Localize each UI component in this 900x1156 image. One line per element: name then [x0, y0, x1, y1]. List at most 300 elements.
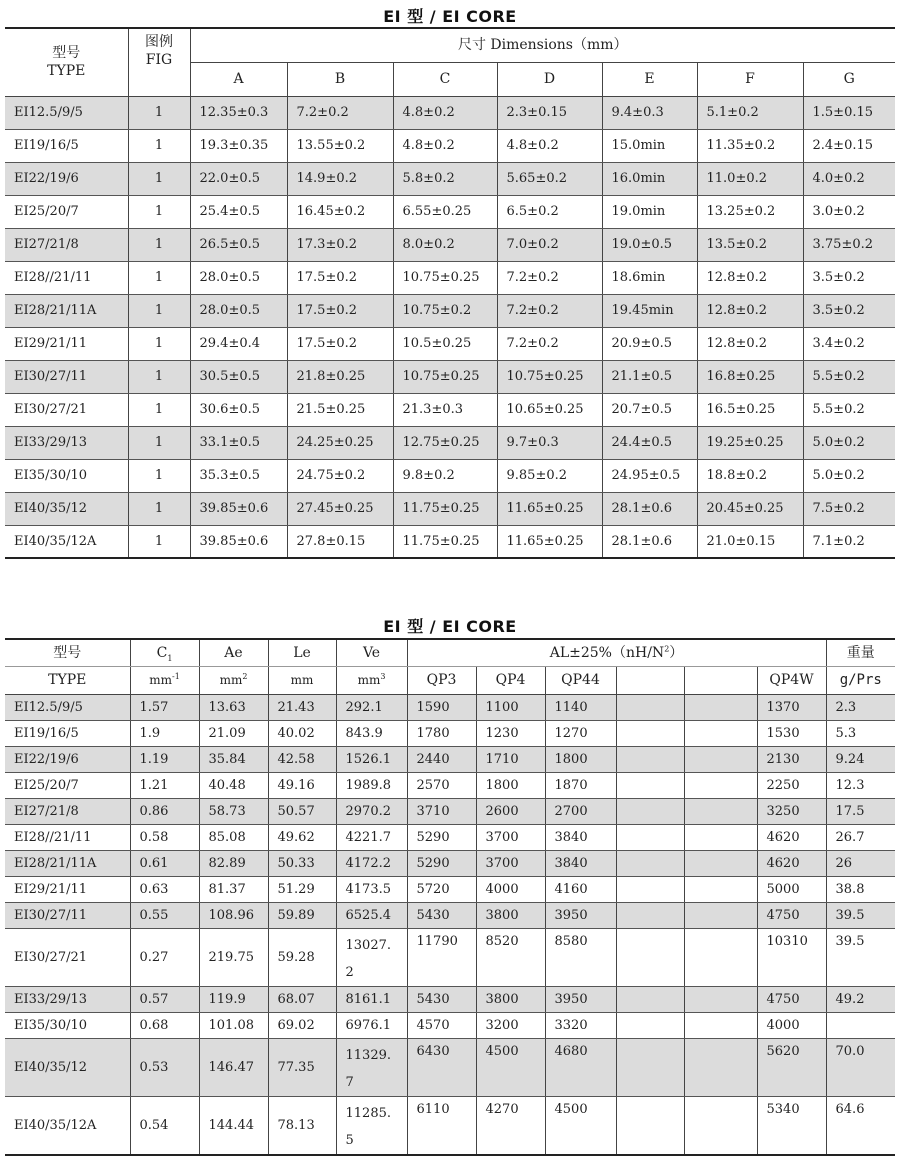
dim-col-header: B	[287, 62, 393, 96]
dim-cell: 28.0±0.5	[190, 261, 287, 294]
dim-cell: 12.35±0.3	[190, 96, 287, 129]
value-cell: 0.27	[130, 928, 199, 986]
dim-cell: 10.75±0.25	[393, 261, 497, 294]
type-cell: EI30/27/21	[5, 393, 128, 426]
le-header: Le	[268, 639, 336, 666]
value-cell: 8161.1	[336, 986, 407, 1012]
value-cell: 3950	[545, 902, 616, 928]
dim-cell: 6.5±0.2	[497, 195, 602, 228]
value-cell: 1526.1	[336, 746, 407, 772]
value-cell: 108.96	[199, 902, 268, 928]
value-cell: 9.24	[826, 746, 895, 772]
dim-cell: 4.8±0.2	[393, 129, 497, 162]
qp3-header: QP3	[407, 666, 476, 694]
dim-cell: 2.3±0.15	[497, 96, 602, 129]
value-cell: 4570	[407, 1012, 476, 1038]
value-cell: 2250	[757, 772, 826, 798]
value-cell: 26	[826, 850, 895, 876]
dim-cell: 5.0±0.2	[803, 426, 895, 459]
c1-unit: $mm^{-1}$	[130, 666, 199, 694]
dim-cell: 28.1±0.6	[602, 525, 697, 558]
dim-cell: 10.75±0.25	[497, 360, 602, 393]
qp44-header: QP44	[545, 666, 616, 694]
dim-cell: 26.5±0.5	[190, 228, 287, 261]
value-cell: 4750	[757, 986, 826, 1012]
type-header-cn: 型号	[52, 45, 81, 62]
value-cell: 1800	[545, 746, 616, 772]
value-cell: 1.9	[130, 720, 199, 746]
value-cell: 4500	[545, 1096, 616, 1155]
value-cell	[684, 824, 757, 850]
value-cell: 4173.5	[336, 876, 407, 902]
value-cell: 3200	[476, 1012, 545, 1038]
type-header-en: TYPE	[47, 63, 86, 80]
dim-cell: 15.0min	[602, 129, 697, 162]
value-cell: 2600	[476, 798, 545, 824]
dim-cell: 20.45±0.25	[697, 492, 803, 525]
value-cell: 4620	[757, 824, 826, 850]
value-cell: 1140	[545, 694, 616, 720]
value-cell: 1230	[476, 720, 545, 746]
dim-cell: 5.8±0.2	[393, 162, 497, 195]
dim-cell: 27.8±0.15	[287, 525, 393, 558]
value-cell: 2130	[757, 746, 826, 772]
le-unit: mm	[268, 666, 336, 694]
value-cell: 1.57	[130, 694, 199, 720]
value-cell: 0.86	[130, 798, 199, 824]
dimensions-table	[5, 27, 895, 559]
value-cell: 4620	[757, 850, 826, 876]
value-cell	[684, 772, 757, 798]
dim-cell: 24.75±0.2	[287, 459, 393, 492]
table-row	[5, 902, 895, 928]
value-cell: 5720	[407, 876, 476, 902]
al-header: $AL\pm 25\%(nH/N^2)$	[407, 639, 826, 666]
value-cell: 1370	[757, 694, 826, 720]
value-cell: 3800	[476, 902, 545, 928]
value-cell: 49.2	[826, 986, 895, 1012]
value-cell: 21.43	[268, 694, 336, 720]
value-cell: 4680	[545, 1038, 616, 1096]
type-header	[5, 28, 128, 96]
value-cell: 6430	[407, 1038, 476, 1096]
value-cell: 3840	[545, 850, 616, 876]
value-cell: 146.47	[199, 1038, 268, 1096]
value-cell	[616, 928, 684, 986]
type-cell: EI28/21/11A	[5, 294, 128, 327]
dim-cell: 35.3±0.5	[190, 459, 287, 492]
table-row	[5, 798, 895, 824]
dim-cell: 11.65±0.25	[497, 525, 602, 558]
value-cell: 59.89	[268, 902, 336, 928]
table-row	[5, 426, 895, 459]
value-cell: 5340	[757, 1096, 826, 1155]
dim-cell: 4.8±0.2	[497, 129, 602, 162]
table-row	[5, 294, 895, 327]
dim-cell: 11.65±0.25	[497, 492, 602, 525]
dimensions-header: 尺寸 Dimensions（mm）	[190, 28, 895, 62]
dim-cell: 11.75±0.25	[393, 492, 497, 525]
type-cell: EI12.5/9/5	[5, 96, 128, 129]
value-cell: 6976.1	[336, 1012, 407, 1038]
value-cell: 50.33	[268, 850, 336, 876]
dim-cell: 5.65±0.2	[497, 162, 602, 195]
value-cell: 1780	[407, 720, 476, 746]
dim-col-header: C	[393, 62, 497, 96]
table-row	[5, 228, 895, 261]
dim-cell: 3.4±0.2	[803, 327, 895, 360]
value-cell: 219.75	[199, 928, 268, 986]
dim-cell: 19.0±0.5	[602, 228, 697, 261]
type-cell: EI33/29/13	[5, 426, 128, 459]
dim-cell: 39.85±0.6	[190, 525, 287, 558]
value-cell: 0.53	[130, 1038, 199, 1096]
dim-cell: 30.6±0.5	[190, 393, 287, 426]
type-cell: EI35/30/10	[5, 1012, 130, 1038]
dim-cell: 10.5±0.25	[393, 327, 497, 360]
dim-cell: 28.0±0.5	[190, 294, 287, 327]
dim-cell: 20.9±0.5	[602, 327, 697, 360]
value-cell: 4160	[545, 876, 616, 902]
value-cell	[616, 1012, 684, 1038]
value-cell: 4500	[476, 1038, 545, 1096]
value-cell: 40.02	[268, 720, 336, 746]
c1-header: $C_1$	[130, 639, 199, 666]
value-cell: 39.5	[826, 928, 895, 986]
table-row	[5, 694, 895, 720]
value-cell: 4000	[476, 876, 545, 902]
value-cell	[826, 1012, 895, 1038]
dim-cell: 13.55±0.2	[287, 129, 393, 162]
value-cell: 6110	[407, 1096, 476, 1155]
value-cell: 119.9	[199, 986, 268, 1012]
type-cell: EI29/21/11	[5, 327, 128, 360]
fig-cell: 1	[128, 261, 190, 294]
dim-cell: 3.75±0.2	[803, 228, 895, 261]
type-cell: EI30/27/21	[5, 928, 130, 986]
dim-cell: 16.8±0.25	[697, 360, 803, 393]
ae-header: Ae	[199, 639, 268, 666]
fig-header	[128, 28, 190, 96]
dim-cell: 20.7±0.5	[602, 393, 697, 426]
value-cell: 40.48	[199, 772, 268, 798]
dim-cell: 12.8±0.2	[697, 327, 803, 360]
value-cell: 3250	[757, 798, 826, 824]
value-cell	[684, 1038, 757, 1096]
dim-cell: 17.3±0.2	[287, 228, 393, 261]
dim-cell: 17.5±0.2	[287, 261, 393, 294]
dim-cell: 21.5±0.25	[287, 393, 393, 426]
dim-cell: 14.9±0.2	[287, 162, 393, 195]
value-cell: 0.58	[130, 824, 199, 850]
table-row	[5, 986, 895, 1012]
table-row	[5, 746, 895, 772]
value-cell: 13.63	[199, 694, 268, 720]
dim-col-header: F	[697, 62, 803, 96]
dim-cell: 3.5±0.2	[803, 294, 895, 327]
dim-cell: 10.75±0.2	[393, 294, 497, 327]
fig-cell: 1	[128, 393, 190, 426]
qp4w-header: QP4W	[757, 666, 826, 694]
table-row	[5, 492, 895, 525]
fig-cell: 1	[128, 426, 190, 459]
value-cell: 11790	[407, 928, 476, 986]
table-row	[5, 1038, 895, 1096]
dim-cell: 7.1±0.2	[803, 525, 895, 558]
dim-cell: 7.0±0.2	[497, 228, 602, 261]
value-cell: 77.35	[268, 1038, 336, 1096]
fig-header-en: FIG	[145, 52, 173, 68]
value-cell: 3800	[476, 986, 545, 1012]
value-cell: 5290	[407, 850, 476, 876]
dim-cell: 33.1±0.5	[190, 426, 287, 459]
table-row	[5, 162, 895, 195]
dim-col-header: E	[602, 62, 697, 96]
value-cell: 2570	[407, 772, 476, 798]
dim-cell: 1.5±0.15	[803, 96, 895, 129]
dim-col-header: D	[497, 62, 602, 96]
dim-cell: 5.5±0.2	[803, 360, 895, 393]
table-row	[5, 876, 895, 902]
value-cell: 3840	[545, 824, 616, 850]
type-cell: EI40/35/12	[5, 1038, 130, 1096]
value-cell: 5000	[757, 876, 826, 902]
value-cell: 12.3	[826, 772, 895, 798]
value-cell: 49.16	[268, 772, 336, 798]
value-cell: 13027.2	[336, 928, 407, 986]
value-cell: 2440	[407, 746, 476, 772]
value-cell: 3710	[407, 798, 476, 824]
dim-cell: 17.5±0.2	[287, 294, 393, 327]
dim-cell: 11.0±0.2	[697, 162, 803, 195]
dim-cell: 13.5±0.2	[697, 228, 803, 261]
dim-cell: 9.8±0.2	[393, 459, 497, 492]
value-cell: 4270	[476, 1096, 545, 1155]
dim-cell: 10.75±0.25	[393, 360, 497, 393]
value-cell: 1710	[476, 746, 545, 772]
value-cell: 51.29	[268, 876, 336, 902]
electrical-table	[5, 638, 895, 1156]
table1-title: EI 型 / EI CORE	[383, 7, 517, 26]
value-cell	[616, 772, 684, 798]
value-cell: 82.89	[199, 850, 268, 876]
table-row	[5, 195, 895, 228]
value-cell: 35.84	[199, 746, 268, 772]
value-cell: 0.55	[130, 902, 199, 928]
value-cell	[684, 720, 757, 746]
fig-cell: 1	[128, 360, 190, 393]
value-cell: 3700	[476, 824, 545, 850]
value-cell: 68.07	[268, 986, 336, 1012]
ae-unit: $mm^2$	[199, 666, 268, 694]
fig-cell: 1	[128, 228, 190, 261]
dim-col-header: G	[803, 62, 895, 96]
dim-cell: 7.2±0.2	[497, 294, 602, 327]
table2-title: EI 型 / EI CORE	[383, 617, 517, 636]
value-cell: 50.57	[268, 798, 336, 824]
dim-cell: 13.25±0.2	[697, 195, 803, 228]
value-cell: 1.21	[130, 772, 199, 798]
value-cell	[684, 850, 757, 876]
value-cell: 11329.7	[336, 1038, 407, 1096]
value-cell: 3320	[545, 1012, 616, 1038]
dim-cell: 21.3±0.3	[393, 393, 497, 426]
value-cell	[684, 1012, 757, 1038]
value-cell: 8580	[545, 928, 616, 986]
type-cell: EI30/27/11	[5, 902, 130, 928]
dim-cell: 16.5±0.25	[697, 393, 803, 426]
dim-cell: 19.0min	[602, 195, 697, 228]
value-cell: 144.44	[199, 1096, 268, 1155]
value-cell	[684, 1096, 757, 1155]
value-cell	[616, 850, 684, 876]
value-cell: 1989.8	[336, 772, 407, 798]
dim-cell: 29.4±0.4	[190, 327, 287, 360]
value-cell: 5430	[407, 986, 476, 1012]
value-cell: 78.13	[268, 1096, 336, 1155]
value-cell	[684, 928, 757, 986]
value-cell: 64.6	[826, 1096, 895, 1155]
weight-unit: g/Prs	[826, 666, 895, 694]
table-row	[5, 850, 895, 876]
value-cell: 38.8	[826, 876, 895, 902]
value-cell: 2.3	[826, 694, 895, 720]
value-cell: 49.62	[268, 824, 336, 850]
value-cell: 3950	[545, 986, 616, 1012]
dim-cell: 11.75±0.25	[393, 525, 497, 558]
type-cell: EI27/21/8	[5, 798, 130, 824]
qp4-header: QP4	[476, 666, 545, 694]
dim-cell: 3.5±0.2	[803, 261, 895, 294]
table-row	[5, 261, 895, 294]
value-cell: 39.5	[826, 902, 895, 928]
dim-cell: 5.5±0.2	[803, 393, 895, 426]
value-cell: 1800	[476, 772, 545, 798]
type-cell: EI40/35/12A	[5, 1096, 130, 1155]
type-cell: EI40/35/12	[5, 492, 128, 525]
value-cell	[684, 798, 757, 824]
fig-cell: 1	[128, 294, 190, 327]
dim-cell: 5.1±0.2	[697, 96, 803, 129]
type-cell: EI28//21/11	[5, 824, 130, 850]
value-cell	[616, 694, 684, 720]
dim-cell: 19.3±0.35	[190, 129, 287, 162]
table-row	[5, 459, 895, 492]
fig-header-cn: 图例	[145, 34, 173, 50]
dim-cell: 39.85±0.6	[190, 492, 287, 525]
dim-cell: 9.85±0.2	[497, 459, 602, 492]
type-cell: EI28//21/11	[5, 261, 128, 294]
value-cell: 8520	[476, 928, 545, 986]
dim-cell: 7.5±0.2	[803, 492, 895, 525]
dim-cell: 11.35±0.2	[697, 129, 803, 162]
type-cell: EI22/19/6	[5, 746, 130, 772]
dim-cell: 9.4±0.3	[602, 96, 697, 129]
fig-cell: 1	[128, 195, 190, 228]
value-cell	[616, 824, 684, 850]
dim-cell: 18.8±0.2	[697, 459, 803, 492]
table-row	[5, 327, 895, 360]
value-cell: 2970.2	[336, 798, 407, 824]
table-row	[5, 96, 895, 129]
value-cell: 0.63	[130, 876, 199, 902]
value-cell: 21.09	[199, 720, 268, 746]
dim-cell: 7.2±0.2	[287, 96, 393, 129]
dim-cell: 9.7±0.3	[497, 426, 602, 459]
value-cell: 1870	[545, 772, 616, 798]
dim-cell: 17.5±0.2	[287, 327, 393, 360]
type-cell: EI25/20/7	[5, 772, 130, 798]
value-cell	[616, 720, 684, 746]
value-cell: 0.57	[130, 986, 199, 1012]
dim-cell: 10.65±0.25	[497, 393, 602, 426]
value-cell	[616, 746, 684, 772]
type-cell: EI40/35/12A	[5, 525, 128, 558]
value-cell: 4172.2	[336, 850, 407, 876]
dim-cell: 30.5±0.5	[190, 360, 287, 393]
value-cell: 1270	[545, 720, 616, 746]
table-row	[5, 393, 895, 426]
value-cell: 26.7	[826, 824, 895, 850]
type-cell: EI30/27/11	[5, 360, 128, 393]
value-cell: 11285.5	[336, 1096, 407, 1155]
dim-cell: 4.0±0.2	[803, 162, 895, 195]
value-cell: 0.61	[130, 850, 199, 876]
dim-cell: 6.55±0.25	[393, 195, 497, 228]
value-cell: 59.28	[268, 928, 336, 986]
type-cell: EI27/21/8	[5, 228, 128, 261]
dim-cell: 12.8±0.2	[697, 294, 803, 327]
value-cell: 292.1	[336, 694, 407, 720]
value-cell: 6525.4	[336, 902, 407, 928]
value-cell: 42.58	[268, 746, 336, 772]
value-cell: 81.37	[199, 876, 268, 902]
table-row	[5, 525, 895, 558]
dim-cell: 19.45min	[602, 294, 697, 327]
dim-cell: 21.0±0.15	[697, 525, 803, 558]
value-cell: 2700	[545, 798, 616, 824]
value-cell	[616, 876, 684, 902]
dim-cell: 24.95±0.5	[602, 459, 697, 492]
value-cell: 1590	[407, 694, 476, 720]
value-cell	[616, 1096, 684, 1155]
table-row	[5, 928, 895, 986]
dim-cell: 3.0±0.2	[803, 195, 895, 228]
value-cell: 1100	[476, 694, 545, 720]
table-row	[5, 129, 895, 162]
value-cell: 10310	[757, 928, 826, 986]
value-cell: 101.08	[199, 1012, 268, 1038]
type-cell: EI22/19/6	[5, 162, 128, 195]
value-cell: 1530	[757, 720, 826, 746]
weight-header-cn: 重量	[826, 639, 895, 666]
value-cell: 843.9	[336, 720, 407, 746]
table-row	[5, 360, 895, 393]
dim-cell: 28.1±0.6	[602, 492, 697, 525]
dim-col-header: A	[190, 62, 287, 96]
type-cell: EI28/21/11A	[5, 850, 130, 876]
value-cell	[616, 1038, 684, 1096]
dim-cell: 21.8±0.25	[287, 360, 393, 393]
type-cell: EI19/16/5	[5, 720, 130, 746]
value-cell: 0.54	[130, 1096, 199, 1155]
ve-header: Ve	[336, 639, 407, 666]
empty-header-1	[616, 666, 684, 694]
type-cell: EI25/20/7	[5, 195, 128, 228]
value-cell	[684, 694, 757, 720]
table-row	[5, 1012, 895, 1038]
dim-cell: 8.0±0.2	[393, 228, 497, 261]
